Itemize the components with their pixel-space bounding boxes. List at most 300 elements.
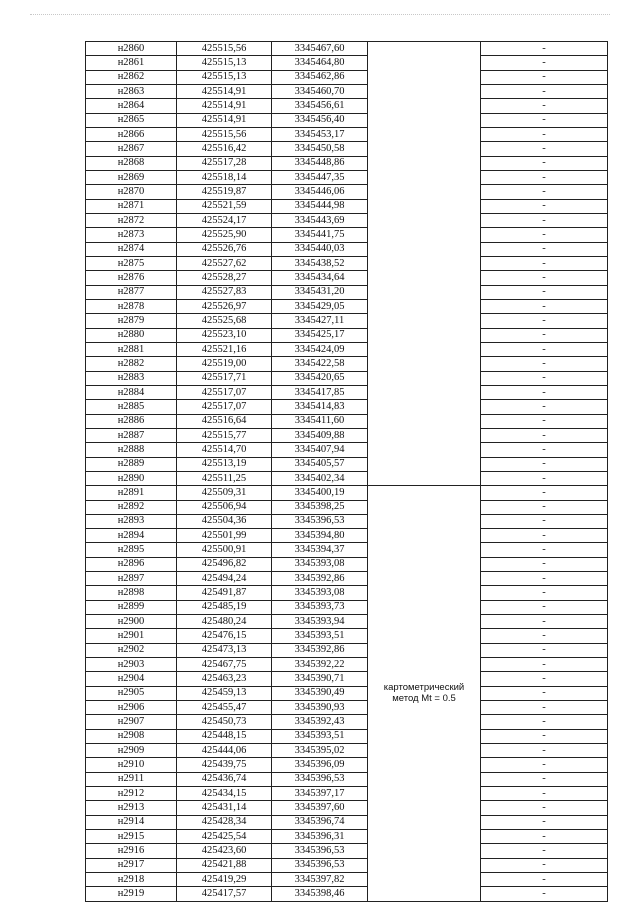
x-coordinate-cell: 425527,83 bbox=[177, 285, 272, 299]
x-coordinate-cell: 425463,23 bbox=[177, 672, 272, 686]
table-row bbox=[86, 572, 608, 586]
extra-value-cell: - bbox=[481, 729, 608, 743]
scan-header-noise bbox=[30, 14, 610, 19]
x-coordinate-cell: 425513,19 bbox=[177, 457, 272, 471]
y-coordinate-cell: 3345429,05 bbox=[272, 299, 368, 313]
point-id-cell: н2895 bbox=[86, 543, 177, 557]
table-row bbox=[86, 844, 608, 858]
table-row bbox=[86, 213, 608, 227]
x-coordinate-cell: 425517,07 bbox=[177, 385, 272, 399]
point-id-cell: н2873 bbox=[86, 228, 177, 242]
table-row bbox=[86, 113, 608, 127]
x-coordinate-cell: 425517,71 bbox=[177, 371, 272, 385]
point-id-cell: н2883 bbox=[86, 371, 177, 385]
y-coordinate-cell: 3345407,94 bbox=[272, 443, 368, 457]
extra-value-cell: - bbox=[481, 170, 608, 184]
y-coordinate-cell: 3345393,08 bbox=[272, 557, 368, 571]
x-coordinate-cell: 425428,34 bbox=[177, 815, 272, 829]
point-id-cell: н2874 bbox=[86, 242, 177, 256]
point-id-cell: н2880 bbox=[86, 328, 177, 342]
point-id-cell: н2897 bbox=[86, 572, 177, 586]
extra-value-cell: - bbox=[481, 42, 608, 56]
point-id-cell: н2876 bbox=[86, 271, 177, 285]
extra-value-cell: - bbox=[481, 887, 608, 901]
table-row bbox=[86, 729, 608, 743]
point-id-cell: н2875 bbox=[86, 256, 177, 270]
table-row bbox=[86, 514, 608, 528]
table-row bbox=[86, 686, 608, 700]
table-row bbox=[86, 529, 608, 543]
point-id-cell: н2906 bbox=[86, 701, 177, 715]
point-id-cell: н2916 bbox=[86, 844, 177, 858]
extra-value-cell: - bbox=[481, 357, 608, 371]
extra-value-cell: - bbox=[481, 686, 608, 700]
table-row bbox=[86, 715, 608, 729]
x-coordinate-cell: 425528,27 bbox=[177, 271, 272, 285]
y-coordinate-cell: 3345394,80 bbox=[272, 529, 368, 543]
y-coordinate-cell: 3345411,60 bbox=[272, 414, 368, 428]
x-coordinate-cell: 425514,91 bbox=[177, 99, 272, 113]
x-coordinate-cell: 425423,60 bbox=[177, 844, 272, 858]
table-row bbox=[86, 385, 608, 399]
extra-value-cell: - bbox=[481, 99, 608, 113]
table-row bbox=[86, 586, 608, 600]
table-row bbox=[86, 858, 608, 872]
y-coordinate-cell: 3345460,70 bbox=[272, 84, 368, 98]
y-coordinate-cell: 3345396,53 bbox=[272, 858, 368, 872]
extra-value-cell: - bbox=[481, 658, 608, 672]
point-id-cell: н2861 bbox=[86, 56, 177, 70]
extra-value-cell: - bbox=[481, 801, 608, 815]
x-coordinate-cell: 425439,75 bbox=[177, 758, 272, 772]
table-row bbox=[86, 185, 608, 199]
extra-value-cell: - bbox=[481, 586, 608, 600]
x-coordinate-cell: 425523,10 bbox=[177, 328, 272, 342]
extra-value-cell: - bbox=[481, 772, 608, 786]
point-id-cell: н2860 bbox=[86, 42, 177, 56]
extra-value-cell: - bbox=[481, 385, 608, 399]
point-id-cell: н2904 bbox=[86, 672, 177, 686]
extra-value-cell: - bbox=[481, 830, 608, 844]
x-coordinate-cell: 425494,24 bbox=[177, 572, 272, 586]
x-coordinate-cell: 425425,54 bbox=[177, 830, 272, 844]
point-id-cell: н2872 bbox=[86, 213, 177, 227]
y-coordinate-cell: 3345397,82 bbox=[272, 873, 368, 887]
table-row bbox=[86, 414, 608, 428]
x-coordinate-cell: 425476,15 bbox=[177, 629, 272, 643]
extra-value-cell: - bbox=[481, 572, 608, 586]
x-coordinate-cell: 425491,87 bbox=[177, 586, 272, 600]
y-coordinate-cell: 3345456,61 bbox=[272, 99, 368, 113]
point-id-cell: н2915 bbox=[86, 830, 177, 844]
x-coordinate-cell: 425514,70 bbox=[177, 443, 272, 457]
extra-value-cell: - bbox=[481, 457, 608, 471]
point-id-cell: н2919 bbox=[86, 887, 177, 901]
table-row bbox=[86, 371, 608, 385]
point-id-cell: н2881 bbox=[86, 342, 177, 356]
extra-value-cell: - bbox=[481, 543, 608, 557]
table-row bbox=[86, 328, 608, 342]
x-coordinate-cell: 425455,47 bbox=[177, 701, 272, 715]
y-coordinate-cell: 3345424,09 bbox=[272, 342, 368, 356]
table-row bbox=[86, 801, 608, 815]
point-id-cell: н2871 bbox=[86, 199, 177, 213]
y-coordinate-cell: 3345397,17 bbox=[272, 787, 368, 801]
x-coordinate-cell: 425521,16 bbox=[177, 342, 272, 356]
y-coordinate-cell: 3345434,64 bbox=[272, 271, 368, 285]
extra-value-cell: - bbox=[481, 758, 608, 772]
extra-value-cell: - bbox=[481, 672, 608, 686]
point-id-cell: н2884 bbox=[86, 385, 177, 399]
x-coordinate-cell: 425516,42 bbox=[177, 142, 272, 156]
y-coordinate-cell: 3345447,35 bbox=[272, 170, 368, 184]
y-coordinate-cell: 3345390,49 bbox=[272, 686, 368, 700]
point-id-cell: н2882 bbox=[86, 357, 177, 371]
point-id-cell: н2902 bbox=[86, 643, 177, 657]
x-coordinate-cell: 425485,19 bbox=[177, 600, 272, 614]
point-id-cell: н2890 bbox=[86, 471, 177, 485]
extra-value-cell: - bbox=[481, 70, 608, 84]
table-row bbox=[86, 600, 608, 614]
table-row bbox=[86, 400, 608, 414]
point-id-cell: н2893 bbox=[86, 514, 177, 528]
table-row bbox=[86, 543, 608, 557]
extra-value-cell: - bbox=[481, 486, 608, 500]
point-id-cell: н2892 bbox=[86, 500, 177, 514]
point-id-cell: н2885 bbox=[86, 400, 177, 414]
x-coordinate-cell: 425431,14 bbox=[177, 801, 272, 815]
y-coordinate-cell: 3345400,19 bbox=[272, 486, 368, 500]
point-id-cell: н2867 bbox=[86, 142, 177, 156]
y-coordinate-cell: 3345393,73 bbox=[272, 600, 368, 614]
y-coordinate-cell: 3345393,94 bbox=[272, 615, 368, 629]
point-id-cell: н2910 bbox=[86, 758, 177, 772]
extra-value-cell: - bbox=[481, 156, 608, 170]
x-coordinate-cell: 425500,91 bbox=[177, 543, 272, 557]
table-row bbox=[86, 772, 608, 786]
extra-value-cell: - bbox=[481, 471, 608, 485]
table-row bbox=[86, 457, 608, 471]
table-row bbox=[86, 830, 608, 844]
x-coordinate-cell: 425524,17 bbox=[177, 213, 272, 227]
extra-value-cell: - bbox=[481, 256, 608, 270]
extra-value-cell: - bbox=[481, 815, 608, 829]
x-coordinate-cell: 425514,91 bbox=[177, 84, 272, 98]
table-row bbox=[86, 443, 608, 457]
point-id-cell: н2870 bbox=[86, 185, 177, 199]
x-coordinate-cell: 425480,24 bbox=[177, 615, 272, 629]
x-coordinate-cell: 425434,15 bbox=[177, 787, 272, 801]
point-id-cell: н2901 bbox=[86, 629, 177, 643]
x-coordinate-cell: 425506,94 bbox=[177, 500, 272, 514]
point-id-cell: н2903 bbox=[86, 658, 177, 672]
table-row bbox=[86, 887, 608, 901]
point-id-cell: н2918 bbox=[86, 873, 177, 887]
extra-value-cell: - bbox=[481, 299, 608, 313]
y-coordinate-cell: 3345397,60 bbox=[272, 801, 368, 815]
x-coordinate-cell: 425515,77 bbox=[177, 428, 272, 442]
extra-value-cell: - bbox=[481, 500, 608, 514]
extra-value-cell: - bbox=[481, 615, 608, 629]
extra-value-cell: - bbox=[481, 84, 608, 98]
point-id-cell: н2865 bbox=[86, 113, 177, 127]
y-coordinate-cell: 3345396,53 bbox=[272, 514, 368, 528]
method-cell bbox=[368, 486, 481, 902]
table-row bbox=[86, 744, 608, 758]
x-coordinate-cell: 425511,25 bbox=[177, 471, 272, 485]
table-row bbox=[86, 787, 608, 801]
y-coordinate-cell: 3345392,86 bbox=[272, 572, 368, 586]
y-coordinate-cell: 3345390,93 bbox=[272, 701, 368, 715]
table-row bbox=[86, 84, 608, 98]
extra-value-cell: - bbox=[481, 629, 608, 643]
point-id-cell: н2898 bbox=[86, 586, 177, 600]
y-coordinate-cell: 3345393,08 bbox=[272, 586, 368, 600]
y-coordinate-cell: 3345464,80 bbox=[272, 56, 368, 70]
y-coordinate-cell: 3345396,53 bbox=[272, 772, 368, 786]
extra-value-cell: - bbox=[481, 858, 608, 872]
x-coordinate-cell: 425526,76 bbox=[177, 242, 272, 256]
table-row bbox=[86, 242, 608, 256]
y-coordinate-cell: 3345444,98 bbox=[272, 199, 368, 213]
extra-value-cell: - bbox=[481, 443, 608, 457]
table-row bbox=[86, 471, 608, 485]
y-coordinate-cell: 3345409,88 bbox=[272, 428, 368, 442]
y-coordinate-cell: 3345446,06 bbox=[272, 185, 368, 199]
extra-value-cell: - bbox=[481, 643, 608, 657]
y-coordinate-cell: 3345425,17 bbox=[272, 328, 368, 342]
table-row bbox=[86, 428, 608, 442]
point-id-cell: н2908 bbox=[86, 729, 177, 743]
point-id-cell: н2914 bbox=[86, 815, 177, 829]
y-coordinate-cell: 3345390,71 bbox=[272, 672, 368, 686]
table-row bbox=[86, 56, 608, 70]
extra-value-cell: - bbox=[481, 514, 608, 528]
point-id-cell: н2891 bbox=[86, 486, 177, 500]
point-id-cell: н2912 bbox=[86, 787, 177, 801]
x-coordinate-cell: 425521,59 bbox=[177, 199, 272, 213]
extra-value-cell: - bbox=[481, 715, 608, 729]
extra-value-cell: - bbox=[481, 414, 608, 428]
extra-value-cell: - bbox=[481, 314, 608, 328]
y-coordinate-cell: 3345396,31 bbox=[272, 830, 368, 844]
point-id-cell: н2907 bbox=[86, 715, 177, 729]
extra-value-cell: - bbox=[481, 844, 608, 858]
extra-value-cell: - bbox=[481, 701, 608, 715]
x-coordinate-cell: 425515,13 bbox=[177, 70, 272, 84]
extra-value-cell: - bbox=[481, 557, 608, 571]
y-coordinate-cell: 3345405,57 bbox=[272, 457, 368, 471]
table-row bbox=[86, 142, 608, 156]
y-coordinate-cell: 3345396,53 bbox=[272, 844, 368, 858]
x-coordinate-cell: 425444,06 bbox=[177, 744, 272, 758]
y-coordinate-cell: 3345393,51 bbox=[272, 629, 368, 643]
point-id-cell: н2899 bbox=[86, 600, 177, 614]
table-row bbox=[86, 615, 608, 629]
table-row bbox=[86, 256, 608, 270]
table-row bbox=[86, 127, 608, 141]
coordinates-table bbox=[85, 41, 608, 902]
point-id-cell: н2887 bbox=[86, 428, 177, 442]
x-coordinate-cell: 425421,88 bbox=[177, 858, 272, 872]
y-coordinate-cell: 3345443,69 bbox=[272, 213, 368, 227]
point-id-cell: н2896 bbox=[86, 557, 177, 571]
x-coordinate-cell: 425525,90 bbox=[177, 228, 272, 242]
x-coordinate-cell: 425473,13 bbox=[177, 643, 272, 657]
y-coordinate-cell: 3345456,40 bbox=[272, 113, 368, 127]
y-coordinate-cell: 3345394,37 bbox=[272, 543, 368, 557]
extra-value-cell: - bbox=[481, 142, 608, 156]
x-coordinate-cell: 425516,64 bbox=[177, 414, 272, 428]
x-coordinate-cell: 425519,87 bbox=[177, 185, 272, 199]
extra-value-cell: - bbox=[481, 400, 608, 414]
table-row bbox=[86, 156, 608, 170]
extra-value-cell: - bbox=[481, 127, 608, 141]
table-row bbox=[86, 701, 608, 715]
point-id-cell: н2889 bbox=[86, 457, 177, 471]
point-id-cell: н2869 bbox=[86, 170, 177, 184]
y-coordinate-cell: 3345392,22 bbox=[272, 658, 368, 672]
table-row bbox=[86, 758, 608, 772]
extra-value-cell: - bbox=[481, 529, 608, 543]
extra-value-cell: - bbox=[481, 285, 608, 299]
table-row bbox=[86, 228, 608, 242]
point-id-cell: н2879 bbox=[86, 314, 177, 328]
extra-value-cell: - bbox=[481, 56, 608, 70]
x-coordinate-cell: 425419,29 bbox=[177, 873, 272, 887]
y-coordinate-cell: 3345422,58 bbox=[272, 357, 368, 371]
y-coordinate-cell: 3345450,58 bbox=[272, 142, 368, 156]
x-coordinate-cell: 425459,13 bbox=[177, 686, 272, 700]
point-id-cell: н2900 bbox=[86, 615, 177, 629]
x-coordinate-cell: 425496,82 bbox=[177, 557, 272, 571]
x-coordinate-cell: 425519,00 bbox=[177, 357, 272, 371]
y-coordinate-cell: 3345427,11 bbox=[272, 314, 368, 328]
table-row bbox=[86, 99, 608, 113]
point-id-cell: н2866 bbox=[86, 127, 177, 141]
x-coordinate-cell: 425450,73 bbox=[177, 715, 272, 729]
x-coordinate-cell: 425436,74 bbox=[177, 772, 272, 786]
point-id-cell: н2911 bbox=[86, 772, 177, 786]
y-coordinate-cell: 3345438,52 bbox=[272, 256, 368, 270]
x-coordinate-cell: 425504,36 bbox=[177, 514, 272, 528]
y-coordinate-cell: 3345392,43 bbox=[272, 715, 368, 729]
table-row bbox=[86, 70, 608, 84]
y-coordinate-cell: 3345393,51 bbox=[272, 729, 368, 743]
extra-value-cell: - bbox=[481, 873, 608, 887]
x-coordinate-cell: 425518,14 bbox=[177, 170, 272, 184]
x-coordinate-cell: 425501,99 bbox=[177, 529, 272, 543]
extra-value-cell: - bbox=[481, 787, 608, 801]
y-coordinate-cell: 3345462,86 bbox=[272, 70, 368, 84]
method-text-line: картометрический bbox=[383, 682, 465, 694]
table-row bbox=[86, 285, 608, 299]
extra-value-cell: - bbox=[481, 744, 608, 758]
table-row bbox=[86, 658, 608, 672]
y-coordinate-cell: 3345440,03 bbox=[272, 242, 368, 256]
extra-value-cell: - bbox=[481, 328, 608, 342]
x-coordinate-cell: 425467,75 bbox=[177, 658, 272, 672]
coordinates-table-body bbox=[86, 42, 608, 902]
point-id-cell: н2909 bbox=[86, 744, 177, 758]
table-row bbox=[86, 199, 608, 213]
extra-value-cell: - bbox=[481, 342, 608, 356]
y-coordinate-cell: 3345448,86 bbox=[272, 156, 368, 170]
method-text-line: метод Mt = 0.5 bbox=[392, 693, 456, 705]
y-coordinate-cell: 3345441,75 bbox=[272, 228, 368, 242]
x-coordinate-cell: 425515,56 bbox=[177, 42, 272, 56]
point-id-cell: н2863 bbox=[86, 84, 177, 98]
y-coordinate-cell: 3345398,46 bbox=[272, 887, 368, 901]
table-row bbox=[86, 42, 608, 56]
x-coordinate-cell: 425514,91 bbox=[177, 113, 272, 127]
extra-value-cell: - bbox=[481, 242, 608, 256]
table-row bbox=[86, 643, 608, 657]
x-coordinate-cell: 425517,28 bbox=[177, 156, 272, 170]
table-row bbox=[86, 357, 608, 371]
table-row bbox=[86, 170, 608, 184]
y-coordinate-cell: 3345453,17 bbox=[272, 127, 368, 141]
x-coordinate-cell: 425509,31 bbox=[177, 486, 272, 500]
y-coordinate-cell: 3345420,65 bbox=[272, 371, 368, 385]
y-coordinate-cell: 3345414,83 bbox=[272, 400, 368, 414]
y-coordinate-cell: 3345467,60 bbox=[272, 42, 368, 56]
y-coordinate-cell: 3345417,85 bbox=[272, 385, 368, 399]
x-coordinate-cell: 425526,97 bbox=[177, 299, 272, 313]
x-coordinate-cell: 425515,13 bbox=[177, 56, 272, 70]
extra-value-cell: - bbox=[481, 113, 608, 127]
point-id-cell: н2894 bbox=[86, 529, 177, 543]
y-coordinate-cell: 3345396,09 bbox=[272, 758, 368, 772]
table-row bbox=[86, 299, 608, 313]
point-id-cell: н2862 bbox=[86, 70, 177, 84]
y-coordinate-cell: 3345398,25 bbox=[272, 500, 368, 514]
x-coordinate-cell: 425448,15 bbox=[177, 729, 272, 743]
table-row bbox=[86, 271, 608, 285]
x-coordinate-cell: 425517,07 bbox=[177, 400, 272, 414]
y-coordinate-cell: 3345395,02 bbox=[272, 744, 368, 758]
x-coordinate-cell: 425417,57 bbox=[177, 887, 272, 901]
y-coordinate-cell: 3345402,34 bbox=[272, 471, 368, 485]
point-id-cell: н2886 bbox=[86, 414, 177, 428]
extra-value-cell: - bbox=[481, 199, 608, 213]
point-id-cell: н2917 bbox=[86, 858, 177, 872]
table-row bbox=[86, 873, 608, 887]
table-row bbox=[86, 314, 608, 328]
table-row bbox=[86, 629, 608, 643]
table-row bbox=[86, 557, 608, 571]
point-id-cell: н2864 bbox=[86, 99, 177, 113]
extra-value-cell: - bbox=[481, 371, 608, 385]
extra-value-cell: - bbox=[481, 213, 608, 227]
extra-value-cell: - bbox=[481, 428, 608, 442]
y-coordinate-cell: 3345392,86 bbox=[272, 643, 368, 657]
extra-value-cell: - bbox=[481, 228, 608, 242]
table-row bbox=[86, 672, 608, 686]
point-id-cell: н2888 bbox=[86, 443, 177, 457]
table-row bbox=[86, 342, 608, 356]
method-cell bbox=[368, 42, 481, 486]
y-coordinate-cell: 3345396,74 bbox=[272, 815, 368, 829]
x-coordinate-cell: 425515,56 bbox=[177, 127, 272, 141]
extra-value-cell: - bbox=[481, 271, 608, 285]
point-id-cell: н2878 bbox=[86, 299, 177, 313]
x-coordinate-cell: 425527,62 bbox=[177, 256, 272, 270]
extra-value-cell: - bbox=[481, 600, 608, 614]
point-id-cell: н2868 bbox=[86, 156, 177, 170]
extra-value-cell: - bbox=[481, 185, 608, 199]
x-coordinate-cell: 425525,68 bbox=[177, 314, 272, 328]
